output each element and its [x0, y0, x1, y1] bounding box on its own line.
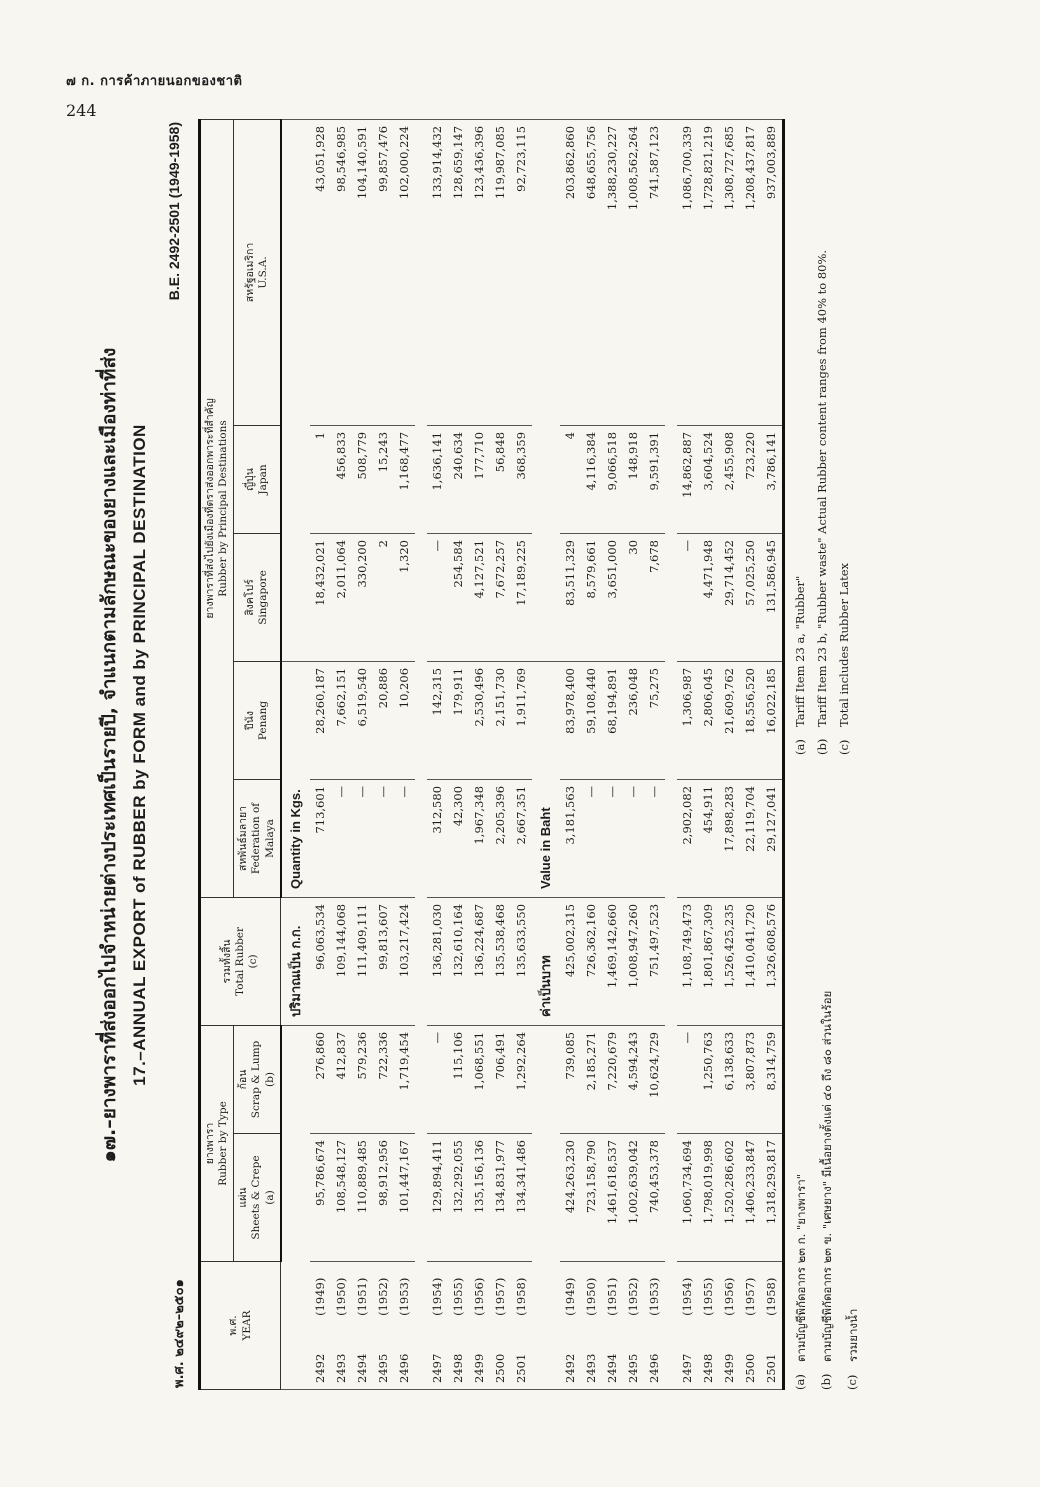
cell-japan: 508,779 [352, 425, 373, 533]
japan-header: ญี่ปุ่น Japan [234, 425, 281, 533]
cell-malaya: 1,967,348 [469, 779, 490, 897]
cell-total: 1,410,041,720 [740, 897, 761, 1025]
cell-be: 2497 [677, 1332, 698, 1390]
table-row [490, 119, 511, 1389]
cell-malaya: — [581, 779, 602, 897]
cell-total: 136,281,030 [427, 897, 448, 1025]
section-label-english: Quantity in Kgs. [281, 661, 310, 897]
cell-scrap: 739,085 [560, 1025, 581, 1133]
cell-scrap: 1,292,264 [511, 1025, 532, 1133]
cell-scrap: 6,138,633 [719, 1025, 740, 1133]
cell-total: 1,326,608,576 [761, 897, 784, 1025]
cell-japan: 3,786,141 [761, 425, 784, 533]
cell-singapore: 1,320 [394, 533, 415, 661]
section-quantity [281, 119, 310, 1389]
cell-ad: (1955) [698, 1262, 719, 1332]
cell-malaya: 2,667,351 [511, 779, 532, 897]
table-row [761, 119, 784, 1389]
cell-ad: (1956) [719, 1262, 740, 1332]
footnote-label: (b) [818, 1373, 833, 1390]
section-value [532, 119, 560, 1389]
cell-japan: 14,862,887 [677, 425, 698, 533]
cell-usa: 43,051,928 [310, 119, 331, 425]
spacer-cell [665, 119, 677, 1389]
table-row [677, 119, 698, 1389]
table-row [719, 119, 740, 1389]
cell-japan: 1 [310, 425, 331, 533]
cell-japan: 368,359 [511, 425, 532, 533]
cell-scrap: 706,491 [490, 1025, 511, 1133]
cell-singapore: 2 [373, 533, 394, 661]
cell-ad: (1950) [581, 1262, 602, 1332]
page-number: 244 [66, 101, 97, 120]
footnote [815, 120, 829, 755]
cell-be: 2499 [719, 1332, 740, 1390]
cell-malaya: 29,127,041 [761, 779, 784, 897]
cell-be: 2493 [331, 1332, 352, 1390]
cell-be: 2497 [427, 1332, 448, 1390]
footnote-label: (a) [792, 1374, 807, 1390]
cell-scrap: 722,336 [373, 1025, 394, 1133]
cell-penang: 75,275 [644, 661, 665, 779]
footnote [793, 755, 811, 1390]
cell-japan: 148,918 [623, 425, 644, 533]
cell-ad: (1953) [644, 1262, 665, 1332]
cell-malaya: — [623, 779, 644, 897]
cell-be: 2495 [623, 1332, 644, 1390]
cell-be: 2493 [581, 1332, 602, 1390]
cell-total: 135,538,468 [490, 897, 511, 1025]
cell-scrap: 1,719,454 [394, 1025, 415, 1133]
section-spacer [281, 1025, 310, 1389]
footnote-label: (c) [836, 739, 851, 755]
footnote [819, 755, 837, 1390]
cell-usa: 119,987,085 [490, 119, 511, 425]
table-row [698, 119, 719, 1389]
footnote-text: Tariff Item 23 a, "Rubber" [792, 575, 807, 727]
table-titles [90, 120, 198, 1390]
table-row [352, 119, 373, 1389]
cell-total: 135,633,550 [511, 897, 532, 1025]
cell-be: 2494 [602, 1332, 623, 1390]
cell-malaya: — [602, 779, 623, 897]
cell-singapore: 3,651,000 [602, 533, 623, 661]
section-spacer [532, 119, 560, 661]
cell-ad: (1954) [677, 1262, 698, 1332]
table-row [560, 119, 581, 1389]
table-row [310, 119, 331, 1389]
cell-singapore: 57,025,250 [740, 533, 761, 661]
cell-scrap: 10,624,729 [644, 1025, 665, 1133]
period-english: B.E. 2492-2501 (1949-1958) [166, 122, 182, 301]
cell-total: 132,610,164 [448, 897, 469, 1025]
cell-singapore: 4,127,521 [469, 533, 490, 661]
cell-penang: 2,530,496 [469, 661, 490, 779]
cell-total: 726,362,160 [581, 897, 602, 1025]
cell-ad: (1956) [469, 1262, 490, 1332]
cell-penang: 7,662,151 [331, 661, 352, 779]
table-row [331, 119, 352, 1389]
cell-be: 2501 [761, 1332, 784, 1390]
cell-penang: 18,556,520 [740, 661, 761, 779]
cell-ad: (1958) [511, 1262, 532, 1332]
cell-singapore: — [677, 533, 698, 661]
cell-singapore: 330,200 [352, 533, 373, 661]
cell-sheets: 129,894,411 [427, 1134, 448, 1262]
cell-malaya: — [373, 779, 394, 897]
cell-scrap: 276,860 [310, 1025, 331, 1133]
cell-be: 2494 [352, 1332, 373, 1390]
cell-total: 96,063,534 [310, 897, 331, 1025]
cell-penang: 2,151,730 [490, 661, 511, 779]
title-thai: ๑๗.–ยางพาราที่ส่งออกไปจำหน่ายต่างประเทศเป็นรายปี, จำแนกตามลักษณะของยางและเมืองท่าที่ส่ง [98, 347, 120, 1163]
footnote [845, 755, 863, 1390]
cell-usa: 123,436,396 [469, 119, 490, 425]
rubber-type-header: ยางพารา Rubber by Type [200, 1025, 234, 1261]
cell-penang: 6,519,540 [352, 661, 373, 779]
cell-usa: 1,208,437,817 [740, 119, 761, 425]
cell-japan: 240,634 [448, 425, 469, 533]
destination-header: ยางพาราที่ส่งไปยังเมืองที่ตราส่งออกพาระที่สำคัญ Rubber by Principal Destinations [200, 119, 234, 897]
cell-malaya: 713,601 [310, 779, 331, 897]
cell-japan: 9,591,391 [644, 425, 665, 533]
cell-penang: 16,022,185 [761, 661, 784, 779]
footnote [793, 120, 807, 755]
footnotes [793, 120, 871, 1390]
cell-penang: 179,911 [448, 661, 469, 779]
cell-scrap: 1,250,763 [698, 1025, 719, 1133]
cell-ad: (1949) [310, 1262, 331, 1332]
footnote-text: ตามบัญชีพิกัดอากร ๒๓ ข. "เศษยาง" มีเนื้อยางตั้งแต่ ๔๐ ถึง ๘๐ ส่วนในร้อย [819, 990, 834, 1362]
section-spacer [281, 119, 310, 661]
cell-japan: 177,710 [469, 425, 490, 533]
footnote [837, 120, 851, 755]
cell-be: 2498 [448, 1332, 469, 1390]
cell-usa: 128,659,147 [448, 119, 469, 425]
cell-be: 2499 [469, 1332, 490, 1390]
footnote-text: Tariff Item 23 b, "Rubber waste" Actual Rubber content ranges from 40% to 80%. [814, 249, 829, 727]
rotated-table-area [90, 120, 960, 1390]
malaya-header: สหพันธ์มลายา Federation of Malaya [234, 779, 281, 897]
cell-scrap: 2,185,271 [581, 1025, 602, 1133]
cell-malaya: 312,580 [427, 779, 448, 897]
footnote-text: Total includes Rubber Latex [836, 563, 851, 727]
cell-malaya: 42,300 [448, 779, 469, 897]
cell-sheets: 1,798,019,998 [698, 1134, 719, 1262]
cell-sheets: 1,461,618,537 [602, 1134, 623, 1262]
cell-sheets: 135,156,136 [469, 1134, 490, 1262]
period-thai: พ.ศ. ๒๔๙๒–๒๕๐๑ [172, 1279, 187, 1388]
cell-scrap: — [677, 1025, 698, 1133]
cell-singapore: 2,011,064 [331, 533, 352, 661]
cell-ad: (1954) [427, 1262, 448, 1332]
cell-malaya: 3,181,563 [560, 779, 581, 897]
cell-total: 99,813,607 [373, 897, 394, 1025]
cell-singapore: 18,432,021 [310, 533, 331, 661]
cell-singapore: 8,579,661 [581, 533, 602, 661]
cell-scrap: — [427, 1025, 448, 1133]
cell-malaya: 2,902,082 [677, 779, 698, 897]
cell-sheets: 1,002,639,042 [623, 1134, 644, 1262]
table-row [469, 119, 490, 1389]
table-row [623, 119, 644, 1389]
cell-scrap: 4,594,243 [623, 1025, 644, 1133]
cell-ad: (1950) [331, 1262, 352, 1332]
cell-total: 103,217,424 [394, 897, 415, 1025]
cell-malaya: 454,911 [698, 779, 719, 897]
cell-penang: 59,108,440 [581, 661, 602, 779]
cell-penang: 83,978,400 [560, 661, 581, 779]
cell-sheets: 134,831,977 [490, 1134, 511, 1262]
table-row [602, 119, 623, 1389]
cell-scrap: 579,236 [352, 1025, 373, 1133]
footnote-label: (b) [814, 738, 829, 755]
cell-total: 1,801,867,309 [698, 897, 719, 1025]
table-row [427, 119, 448, 1389]
cell-singapore: 7,678 [644, 533, 665, 661]
cell-usa: 133,914,432 [427, 119, 448, 425]
cell-sheets: 95,786,674 [310, 1134, 331, 1262]
cell-usa: 99,857,476 [373, 119, 394, 425]
cell-usa: 937,003,889 [761, 119, 784, 425]
table-row [511, 119, 532, 1389]
cell-be: 2495 [373, 1332, 394, 1390]
cell-singapore: 29,714,452 [719, 533, 740, 661]
cell-be: 2492 [560, 1332, 581, 1390]
cell-sheets: 1,060,734,694 [677, 1134, 698, 1262]
cell-scrap: 1,068,551 [469, 1025, 490, 1133]
cell-sheets: 424,263,230 [560, 1134, 581, 1262]
cell-be: 2492 [310, 1332, 331, 1390]
cell-penang: 20,886 [373, 661, 394, 779]
cell-ad: (1952) [623, 1262, 644, 1332]
cell-singapore: 83,511,329 [560, 533, 581, 661]
cell-japan: 15,243 [373, 425, 394, 533]
footnote-label: (a) [792, 739, 807, 755]
cell-total: 1,526,425,235 [719, 897, 740, 1025]
cell-ad: (1951) [602, 1262, 623, 1332]
cell-usa: 1,008,562,264 [623, 119, 644, 425]
cell-sheets: 101,447,167 [394, 1134, 415, 1262]
cell-japan: 4 [560, 425, 581, 533]
footnote-text: รวมยางน้ำ [845, 1308, 860, 1362]
cell-japan: 2,455,908 [719, 425, 740, 533]
usa-header: สหรัฐอเมริกา U.S.A. [234, 119, 281, 425]
cell-scrap: 7,220,679 [602, 1025, 623, 1133]
cell-singapore: 4,471,948 [698, 533, 719, 661]
cell-japan: 9,066,518 [602, 425, 623, 533]
cell-sheets: 740,453,378 [644, 1134, 665, 1262]
cell-be: 2496 [644, 1332, 665, 1390]
cell-penang: 1,911,769 [511, 661, 532, 779]
cell-sheets: 98,912,956 [373, 1134, 394, 1262]
cell-be: 2500 [740, 1332, 761, 1390]
cell-singapore: 7,672,257 [490, 533, 511, 661]
table-row [448, 119, 469, 1389]
footnote-label: (c) [844, 1374, 859, 1390]
page-header [66, 70, 242, 120]
cell-ad: (1957) [490, 1262, 511, 1332]
table-row [740, 119, 761, 1389]
cell-singapore: 131,586,945 [761, 533, 784, 661]
cell-penang: 142,315 [427, 661, 448, 779]
cell-malaya: 17,898,283 [719, 779, 740, 897]
chapter-heading: ๗ ก. การค้าภายนอกของชาติ [66, 74, 243, 89]
cell-sheets: 1,520,286,602 [719, 1134, 740, 1262]
cell-japan: 1,636,141 [427, 425, 448, 533]
cell-scrap: 115,106 [448, 1025, 469, 1133]
table-row [644, 119, 665, 1389]
cell-total: 136,224,687 [469, 897, 490, 1025]
penang-header: ปีนัง Penang [234, 661, 281, 779]
cell-scrap: 412,837 [331, 1025, 352, 1133]
cell-malaya: 2,205,396 [490, 779, 511, 897]
cell-sheets: 723,158,790 [581, 1134, 602, 1262]
cell-ad: (1955) [448, 1262, 469, 1332]
cell-usa: 648,655,756 [581, 119, 602, 425]
cell-sheets: 1,318,293,817 [761, 1134, 784, 1262]
cell-sheets: 1,406,233,847 [740, 1134, 761, 1262]
footnotes-thai [793, 755, 871, 1390]
cell-sheets: 110,889,485 [352, 1134, 373, 1262]
cell-total: 425,002,315 [560, 897, 581, 1025]
cell-total: 751,497,523 [644, 897, 665, 1025]
cell-be: 2500 [490, 1332, 511, 1390]
cell-usa: 1,308,727,685 [719, 119, 740, 425]
scrap-header: ก้อน Scrap & Lump (b) [234, 1025, 281, 1133]
section-label-thai: ปริมาณเป็น ก.ก. [281, 897, 310, 1025]
cell-total: 1,469,142,660 [602, 897, 623, 1025]
cell-usa: 104,140,591 [352, 119, 373, 425]
cell-singapore: 254,584 [448, 533, 469, 661]
cell-japan: 4,116,384 [581, 425, 602, 533]
cell-singapore: 30 [623, 533, 644, 661]
cell-usa: 741,587,123 [644, 119, 665, 425]
cell-usa: 203,862,860 [560, 119, 581, 425]
export-table [198, 119, 785, 1390]
cell-be: 2498 [698, 1332, 719, 1390]
cell-malaya: — [394, 779, 415, 897]
cell-total: 1,008,947,260 [623, 897, 644, 1025]
spacer-cell [415, 119, 427, 1389]
cell-penang: 21,609,762 [719, 661, 740, 779]
sheets-header: แผ่น Sheets & Crepe (a) [234, 1134, 281, 1262]
table-row [373, 119, 394, 1389]
cell-usa: 102,000,224 [394, 119, 415, 425]
cell-penang: 28,260,187 [310, 661, 331, 779]
cell-japan: 56,848 [490, 425, 511, 533]
cell-malaya: — [352, 779, 373, 897]
total-rubber-header: รวมทั้งสิ้น Total Rubber (c) [200, 897, 281, 1025]
cell-ad: (1949) [560, 1262, 581, 1332]
cell-total: 111,409,111 [352, 897, 373, 1025]
cell-penang: 2,806,045 [698, 661, 719, 779]
cell-total: 109,144,068 [331, 897, 352, 1025]
cell-sheets: 134,341,486 [511, 1134, 532, 1262]
cell-japan: 456,833 [331, 425, 352, 533]
cell-japan: 723,220 [740, 425, 761, 533]
cell-ad: (1952) [373, 1262, 394, 1332]
footnote-text: ตามบัญชีพิกัดอากร ๒๓ ก. "ยางพารา" [793, 1173, 808, 1362]
cell-usa: 1,388,230,227 [602, 119, 623, 425]
year-header: พ.ศ. YEAR [200, 1262, 281, 1390]
cell-japan: 3,604,524 [698, 425, 719, 533]
cell-ad: (1953) [394, 1262, 415, 1332]
cell-usa: 1,086,700,339 [677, 119, 698, 425]
section-label-english: Value in Baht [532, 661, 560, 897]
cell-singapore: — [427, 533, 448, 661]
cell-usa: 92,723,115 [511, 119, 532, 425]
cell-malaya: — [644, 779, 665, 897]
cell-penang: 236,048 [623, 661, 644, 779]
cell-ad: (1957) [740, 1262, 761, 1332]
table-body [281, 119, 784, 1389]
cell-sheets: 108,548,127 [331, 1134, 352, 1262]
cell-be: 2501 [511, 1332, 532, 1390]
cell-usa: 1,728,821,219 [698, 119, 719, 425]
cell-sheets: 132,292,055 [448, 1134, 469, 1262]
cell-singapore: 17,189,225 [511, 533, 532, 661]
singapore-header: สิงคโปร์ Singapore [234, 533, 281, 661]
group-spacer-row [415, 119, 427, 1389]
table-row [394, 119, 415, 1389]
section-label-thai: ค่าเป็นบาท [532, 897, 560, 1025]
table-row [581, 119, 602, 1389]
cell-penang: 1,306,987 [677, 661, 698, 779]
cell-malaya: — [331, 779, 352, 897]
cell-scrap: 3,807,873 [740, 1025, 761, 1133]
cell-total: 1,108,749,473 [677, 897, 698, 1025]
cell-ad: (1958) [761, 1262, 784, 1332]
cell-ad: (1951) [352, 1262, 373, 1332]
cell-japan: 1,168,477 [394, 425, 415, 533]
cell-penang: 10,206 [394, 661, 415, 779]
cell-be: 2496 [394, 1332, 415, 1390]
footnotes-english [793, 120, 871, 755]
cell-malaya: 22,119,704 [740, 779, 761, 897]
section-spacer [532, 1025, 560, 1389]
title-english: 17.–ANNUAL EXPORT of RUBBER by FORM and by PRINCIPAL DESTINATION [130, 424, 149, 1086]
cell-penang: 68,194,891 [602, 661, 623, 779]
cell-scrap: 8,314,759 [761, 1025, 784, 1133]
cell-usa: 98,546,985 [331, 119, 352, 425]
group-spacer-row [665, 119, 677, 1389]
